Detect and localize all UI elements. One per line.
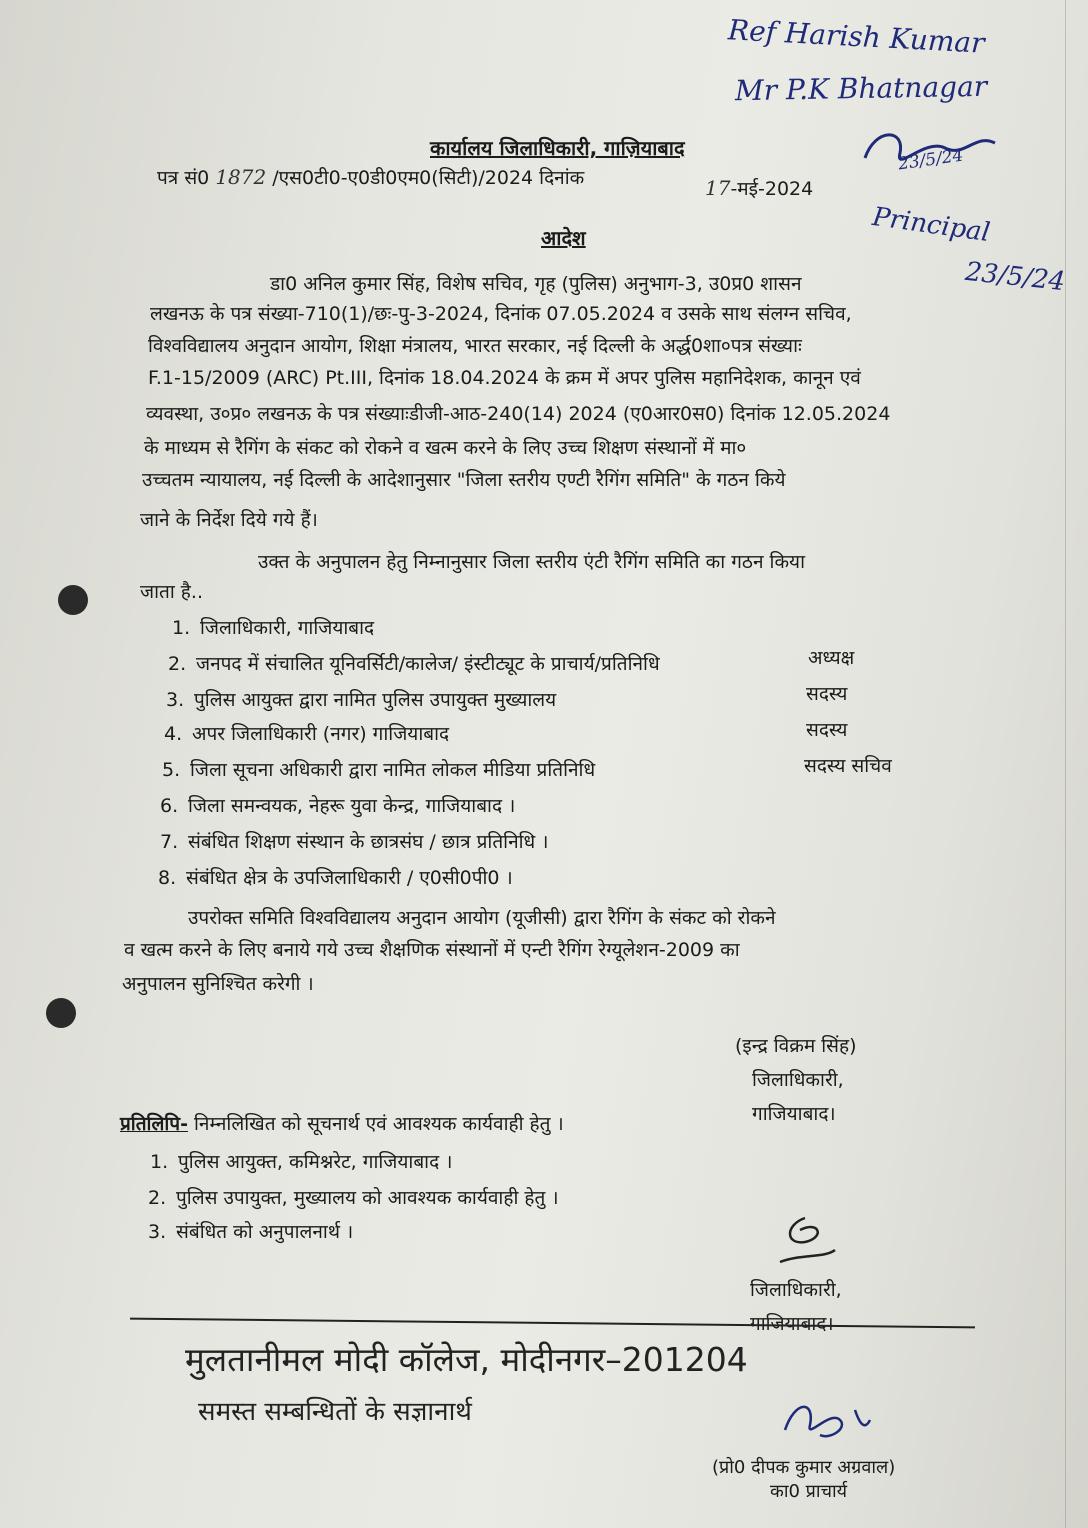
para2-line: जाता है.. bbox=[140, 581, 203, 603]
handwritten-principal-date: 23/5/24 bbox=[963, 256, 1067, 298]
letter-number-line bbox=[157, 165, 584, 190]
member-item: 6. जिला समन्वयक, नेहरू युवा केन्द्र, गाजियाबाद । bbox=[160, 795, 516, 817]
dm-signature bbox=[770, 1210, 840, 1270]
member-role: सदस्य bbox=[806, 719, 848, 741]
letter-date bbox=[705, 176, 813, 201]
para3-line: उपरोक्त समिति विश्वविद्यालय अनुदान आयोग (यूजीसी) द्वारा रैगिंग के संकट को रोकने bbox=[188, 907, 776, 929]
letter-reference: /एस0टी0-ए0डी0एम0(सिटी)/2024 दिनांक bbox=[272, 167, 585, 189]
signatory2-designation: जिलाधिकारी, bbox=[750, 1279, 842, 1301]
signatory-name: (इन्द्र विक्रम सिंह) bbox=[735, 1035, 857, 1057]
member-item: 7. संबंधित शिक्षण संस्थान के छात्रसंघ / छात्र प्रतिनिधि । bbox=[160, 831, 549, 853]
para1-line: लखनऊ के पत्र संख्या-710(1)/छः-पु-3-2024, दिनांक 07.05.2024 व उसके साथ संलग्न सचिव, bbox=[150, 303, 852, 325]
letter-prefix: पत्र सं0 bbox=[157, 167, 210, 189]
page-crease bbox=[1065, 0, 1066, 1528]
member-item: 8. संबंधित क्षेत्र के उपजिलाधिकारी / ए0सी0पी0 । bbox=[158, 867, 513, 889]
letter-date-day: 17 bbox=[705, 176, 731, 200]
signatory-place: गाजियाबाद। bbox=[752, 1103, 836, 1125]
principal-signature bbox=[770, 1390, 880, 1450]
member-role: सदस्य bbox=[806, 683, 848, 705]
stamp-note: समस्त सम्बन्धितों के सज्ञानार्थ bbox=[198, 1397, 472, 1427]
member-item: 2. जनपद में संचालित यूनिवर्सिटी/कालेज/ इंस्टीट्यूट के प्राचार्य/प्रतिनिधि bbox=[168, 653, 660, 675]
letter-number: 1872 bbox=[215, 165, 267, 189]
order-title: आदेश bbox=[541, 226, 586, 250]
copy-item: 3. संबंधित को अनुपालनार्थ । bbox=[148, 1221, 354, 1243]
para3-line: अनुपालन सुनिश्चित करेगी । bbox=[122, 973, 314, 995]
copy-intro bbox=[120, 1112, 564, 1136]
member-item: 1. जिलाधिकारी, गाजियाबाद bbox=[172, 617, 375, 639]
copy-label: प्रतिलिपि- bbox=[120, 1113, 188, 1135]
para1-line: F.1-15/2009 (ARC) Pt.III, दिनांक 18.04.2024 के क्रम में अपर पुलिस महानिदेशक, कानून एवं bbox=[148, 367, 861, 389]
para1-line: विश्वविद्यालय अनुदान आयोग, शिक्षा मंत्रालय, भारत सरकार, नई दिल्ली के अर्द्ध0शा०पत्र संख्याः bbox=[148, 335, 802, 357]
signatory-designation: जिलाधिकारी, bbox=[752, 1069, 844, 1091]
stamp-rule bbox=[130, 1318, 975, 1329]
handwritten-principal: Principal bbox=[870, 201, 992, 249]
punch-hole-top bbox=[58, 585, 88, 615]
member-item: 4. अपर जिलाधिकारी (नगर) गाजियाबाद bbox=[164, 723, 450, 745]
college-stamp-title: मुलतानीमल मोदी कॉलेज, मोदीनगर–201204 bbox=[185, 1340, 748, 1379]
handwritten-initials-date: 23/5/24 bbox=[896, 145, 965, 175]
member-item: 5. जिला सूचना अधिकारी द्वारा नामित लोकल मीडिया प्रतिनिधि bbox=[162, 759, 596, 781]
member-item: 3. पुलिस आयुक्त द्वारा नामित पुलिस उपायुक्त मुख्यालय bbox=[166, 689, 557, 711]
member-role: अध्यक्ष bbox=[808, 647, 855, 669]
letter-date-rest: -मई-2024 bbox=[730, 178, 814, 200]
punch-hole-bottom bbox=[46, 998, 76, 1028]
principal-name: (प्रो0 दीपक कुमार अग्रवाल) bbox=[712, 1457, 896, 1478]
para1-line: उच्चतम न्यायालय, नई दिल्ली के आदेशानुसार "जिला स्तरीय एण्टी रैगिंग समिति" के गठन किये bbox=[142, 469, 786, 491]
copy-item: 1. पुलिस आयुक्त, कमिश्नरेट, गाजियाबाद । bbox=[150, 1151, 453, 1173]
member-role: सदस्य सचिव bbox=[804, 755, 892, 777]
para3-line: व खत्म करने के लिए बनाये गये उच्च शैक्षणिक संस्थानों में एन्टी रैगिंग रेग्यूलेशन-2009 का bbox=[124, 939, 740, 961]
principal-title: का0 प्राचार्य bbox=[770, 1481, 848, 1502]
para2-line: उक्त के अनुपालन हेतु निम्नानुसार जिला स्तरीय एंटी रैगिंग समिति का गठन किया bbox=[258, 551, 806, 573]
para1-line: व्यवस्था, उ०प्र० लखनऊ के पत्र संख्याःडीजी-आठ-240(14) 2024 (ए0आर0स0) दिनांक 12.05.2024 bbox=[146, 403, 891, 425]
handwritten-ref-line2: Mr P.K Bhatnagar bbox=[734, 69, 988, 108]
para1-line: डा0 अनिल कुमार सिंह, विशेष सचिव, गृह (पुलिस) अनुभाग-3, उ0प्र0 शासन bbox=[270, 273, 802, 295]
office-title: कार्यालय जिलाधिकारी, गाज़ियाबाद bbox=[430, 136, 685, 160]
copy-intro-text: निम्नलिखित को सूचनार्थ एवं आवश्यक कार्यवाही हेतु । bbox=[187, 1113, 564, 1135]
para1-line: जाने के निर्देश दिये गये हैं। bbox=[140, 509, 318, 531]
handwritten-ref-line1: Ref Harish Kumar bbox=[727, 13, 986, 60]
copy-item: 2. पुलिस उपायुक्त, मुख्यालय को आवश्यक कार्यवाही हेतु । bbox=[148, 1187, 559, 1209]
para1-line: के माध्यम से रैगिंग के संकट को रोकने व खत्म करने के लिए उच्च शिक्षण संस्थानों में मा० bbox=[144, 437, 747, 459]
